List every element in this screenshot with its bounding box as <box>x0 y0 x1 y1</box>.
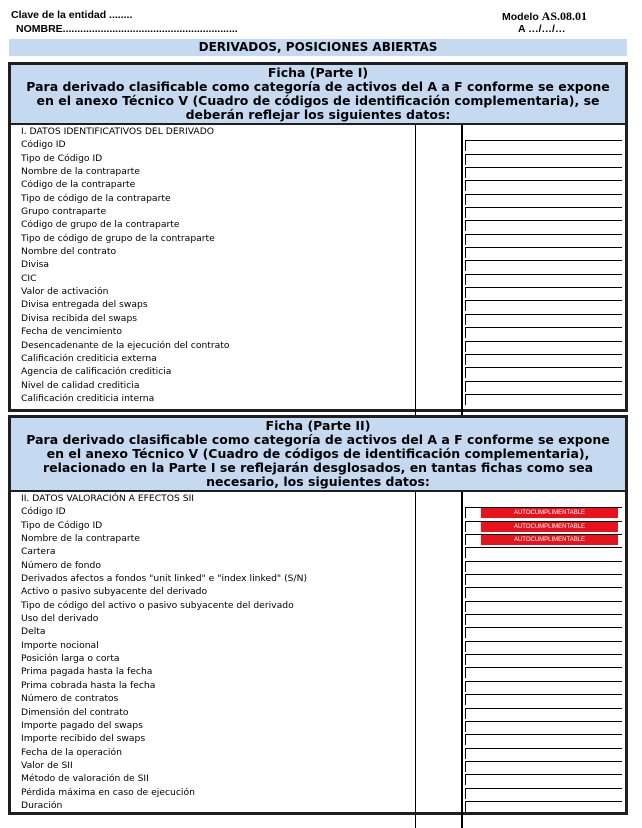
field-label: Desencadenante de la ejecución del contrato <box>21 339 230 351</box>
field-label: Valor de SII <box>21 759 73 771</box>
field-input[interactable] <box>465 614 622 625</box>
field-input[interactable] <box>465 561 622 572</box>
field-label: Nombre del contrato <box>21 246 117 258</box>
field-label: Importe nocional <box>21 639 99 651</box>
field-label: Fecha de vencimiento <box>21 326 122 338</box>
field-label: Número de contratos <box>21 693 119 705</box>
field-row <box>11 599 625 612</box>
field-row <box>11 665 625 678</box>
field-label: Agencia de calificación crediticia <box>21 366 172 378</box>
field-row <box>11 759 625 772</box>
field-row <box>11 285 625 298</box>
field-input[interactable] <box>465 247 622 258</box>
field-label: Fecha de la operación <box>21 746 122 758</box>
field-label: Método de valoración de SII <box>21 773 149 785</box>
field-label: Tipo de Código ID <box>21 519 103 531</box>
part1-title-line2: Para derivado clasificable como categoría de activos del A a F conforme se expone en el anexo Técnico V (Cuadro de códigos de identificación complementaria), se deberán reflejar los siguientes datos: <box>26 79 610 122</box>
field-label: Código de la contraparte <box>21 179 136 191</box>
field-input[interactable] <box>465 574 622 585</box>
field-input[interactable] <box>465 694 622 705</box>
field-row <box>11 732 625 745</box>
field-row <box>11 138 625 151</box>
field-input[interactable] <box>465 734 622 745</box>
field-label: Tipo de código del activo o pasivo subyacente del derivado <box>21 599 294 611</box>
field-row <box>11 639 625 652</box>
field-input[interactable] <box>465 601 622 612</box>
field-label: Código ID <box>21 139 66 151</box>
field-label: Posición larga o corta <box>21 653 120 665</box>
field-input[interactable] <box>465 521 622 532</box>
field-row <box>11 258 625 271</box>
field-input[interactable] <box>465 341 622 352</box>
field-row <box>11 505 625 518</box>
field-input[interactable] <box>465 167 622 178</box>
autocomplete-badge: AUTOCUMPLIMENTABLE <box>481 508 618 518</box>
field-label: Nombre de la contraparte <box>21 166 140 178</box>
field-row <box>11 612 625 625</box>
field-label: Derivados afectos a fondos "unit linked" e "index linked" (S/N) <box>21 573 308 585</box>
date-label: A …/…/… <box>518 23 566 35</box>
field-label: Tipo de código de grupo de la contraparte <box>21 232 215 244</box>
field-row <box>11 339 625 352</box>
field-label: Valor de activación <box>21 286 109 298</box>
field-row <box>11 298 625 311</box>
field-row <box>11 532 625 545</box>
field-label: Código ID <box>21 506 66 518</box>
field-label: Duración <box>21 799 63 811</box>
field-row <box>11 585 625 598</box>
field-label: Número de fondo <box>21 559 101 571</box>
field-input[interactable] <box>465 654 622 665</box>
field-input[interactable] <box>465 220 622 231</box>
field-row <box>11 692 625 705</box>
field-input[interactable] <box>465 154 622 165</box>
field-input[interactable] <box>465 788 622 799</box>
model-label <box>502 9 587 24</box>
field-label: Divisa recibida del swaps <box>21 312 138 324</box>
part2-title-line1: Ficha (Parte II) <box>265 418 371 433</box>
entity-name-label: NOMBRE............................................................ <box>16 23 238 35</box>
field-row <box>11 559 625 572</box>
field-input[interactable] <box>465 667 622 678</box>
field-row <box>11 799 625 812</box>
field-row <box>11 245 625 258</box>
field-row <box>11 152 625 165</box>
field-input[interactable] <box>465 300 622 311</box>
field-row <box>11 205 625 218</box>
field-input[interactable] <box>465 274 622 285</box>
part1-body <box>11 125 625 465</box>
part1-title <box>11 65 625 125</box>
field-input[interactable] <box>465 708 622 719</box>
field-row <box>11 572 625 585</box>
part2-body <box>11 492 625 828</box>
field-row <box>11 192 625 205</box>
field-row <box>11 272 625 285</box>
field-row <box>11 232 625 245</box>
section-header: II. DATOS VALORACIÓN A EFECTOS SII <box>21 493 194 504</box>
field-input[interactable] <box>465 801 622 812</box>
field-label: Activo o pasivo subyacente del derivado <box>21 586 208 598</box>
field-row <box>11 165 625 178</box>
field-row <box>11 218 625 231</box>
field-label: Tipo de código de la contraparte <box>21 192 171 204</box>
field-label: Calificación crediticia interna <box>21 392 155 404</box>
field-label: Prima pagada hasta la fecha <box>21 666 153 678</box>
field-row <box>11 379 625 392</box>
field-row <box>11 679 625 692</box>
field-row <box>11 625 625 638</box>
part1-title-line1: Ficha (Parte I) <box>267 65 369 80</box>
field-row <box>11 786 625 799</box>
field-label: Importe recibido del swaps <box>21 733 146 745</box>
field-input[interactable] <box>465 354 622 365</box>
part2-title-line2: Para derivado clasificable como categoría de activos del A a F conforme se expone en el anexo Técnico V (Cuadro de códigos de identificación complementaria), relacionado en la Parte I se reflejarán desglosados, en tantas fichas como sea necesario, los siguientes datos: <box>26 432 610 489</box>
field-row <box>11 746 625 759</box>
section-header: I. DATOS IDENTIFICATIVOS DEL DERIVADO <box>21 126 215 137</box>
field-row <box>11 365 625 378</box>
field-input[interactable] <box>465 547 622 558</box>
field-label: Dimensión del contrato <box>21 706 129 718</box>
section-header-row <box>11 492 625 505</box>
field-label: Tipo de Código ID <box>21 152 103 164</box>
field-input[interactable] <box>465 394 622 405</box>
field-label: CIC <box>21 272 37 284</box>
field-input[interactable] <box>465 641 622 652</box>
field-input[interactable] <box>465 587 622 598</box>
field-input[interactable] <box>465 761 622 772</box>
field-input[interactable] <box>465 180 622 191</box>
field-input[interactable] <box>465 748 622 759</box>
field-label: Divisa <box>21 259 50 271</box>
field-label: Delta <box>21 626 46 638</box>
field-row <box>11 652 625 665</box>
part2-title <box>11 418 625 492</box>
field-label: Importe pagado del swaps <box>21 719 143 731</box>
field-label: Nombre de la contraparte <box>21 533 140 545</box>
field-label: Prima cobrada hasta la fecha <box>21 679 156 691</box>
field-input[interactable] <box>465 507 622 518</box>
field-row <box>11 545 625 558</box>
field-input[interactable] <box>465 260 622 271</box>
entity-code-label: Clave de la entidad ........ <box>11 9 133 21</box>
field-label: Divisa entregada del swaps <box>21 299 148 311</box>
field-row <box>11 772 625 785</box>
autocomplete-badge: AUTOCUMPLIMENTABLE <box>481 522 618 532</box>
field-row <box>11 519 625 532</box>
field-label: Código de grupo de la contraparte <box>21 219 180 231</box>
field-row <box>11 325 625 338</box>
value-cell <box>465 127 622 138</box>
field-input[interactable] <box>465 194 622 205</box>
field-input[interactable] <box>465 721 622 732</box>
page-title: DERIVADOS, POSICIONES ABIERTAS <box>9 39 627 56</box>
field-row <box>11 178 625 191</box>
field-input[interactable] <box>465 327 622 338</box>
section-header-row <box>11 125 625 138</box>
field-label: Grupo contraparte <box>21 206 107 218</box>
field-input[interactable] <box>465 287 622 298</box>
field-label: Calificación crediticia externa <box>21 352 157 364</box>
autocomplete-badge: AUTOCUMPLIMENTABLE <box>481 535 618 545</box>
part2-section <box>8 415 628 815</box>
field-label: Nivel de calidad crediticia <box>21 379 140 391</box>
model-code: AS.08.01 <box>541 9 588 23</box>
field-label: Cartera <box>21 546 56 558</box>
field-input[interactable] <box>465 534 622 545</box>
field-input[interactable] <box>465 381 622 392</box>
field-input[interactable] <box>465 774 622 785</box>
part1-section <box>8 62 628 412</box>
field-input[interactable] <box>465 234 622 245</box>
model-prefix: Modelo <box>502 11 539 23</box>
field-row <box>11 352 625 365</box>
field-row <box>11 392 625 405</box>
field-input[interactable] <box>465 627 622 638</box>
field-input[interactable] <box>465 314 622 325</box>
value-cell <box>465 494 622 505</box>
field-input[interactable] <box>465 207 622 218</box>
field-row <box>11 312 625 325</box>
field-input[interactable] <box>465 140 622 151</box>
field-label: Uso del derivado <box>21 613 99 625</box>
field-label: Pérdida máxima en caso de ejecución <box>21 786 195 798</box>
field-row <box>11 706 625 719</box>
field-input[interactable] <box>465 367 622 378</box>
field-row <box>11 719 625 732</box>
field-input[interactable] <box>465 681 622 692</box>
